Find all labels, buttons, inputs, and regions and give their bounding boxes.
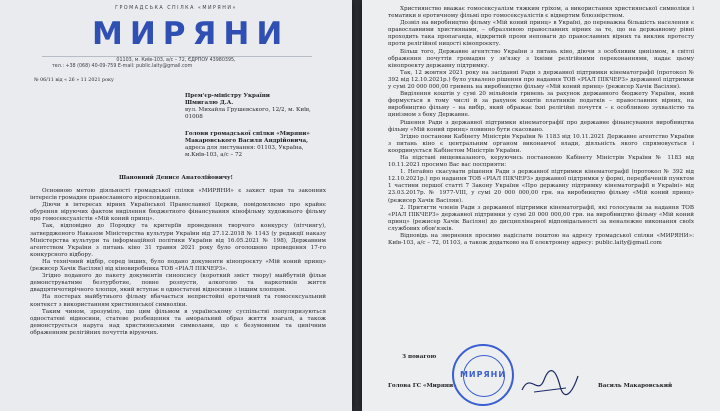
body-paragraphs-2 xyxy=(388,6,694,247)
paragraph: Виділення коштів у сумі 20 мільйонів гривень за рахунок державного бюджету України, який формується в тому числі й за рахунок коштів платників податків – православних вірних, на виробництво фільму – на вибір, який ображає їхні релігійні почуття – є особливою зухвалістю та цинізмом з боку Державне. xyxy=(388,91,694,119)
paragraph: Рішення Ради з державної підтримки кінематографії про державне фінансування виробництва фільму «Мій коний принц» повинно бути скасовано. xyxy=(388,119,694,133)
body-paragraphs-1 xyxy=(30,188,326,337)
recipient-prime-minister xyxy=(185,93,350,121)
salutation: Шановний Денисе Анатолійовичу! xyxy=(118,175,234,181)
paragraph: Відповідь на звернення просимо надіслати поштою на адресу громадської спілки «МИРЯНИ»: Київ-103, а/с – 72, 01103, а також додатково на її електронну адресу: public.laity@gmail.com xyxy=(388,233,694,247)
org-stamp xyxy=(452,344,514,406)
paragraph: Основною метою діяльності громадської спілки «МИРЯНИ» є захист прав та законних інтересів громадян православного віросповідання. xyxy=(30,188,326,202)
paragraph: Так, відповідно до Порядку та критеріїв проведення творчого конкурсу (пітчингу), затвердженого Наказом Міністерства культури України від 27.12.2018 № 1143 (у редакції наказу Міністерства культури та інформаційної політики України від 16.05.2021 № 198), Державним агентством України з питань кіно 31 травня 2021 року було оголошено проведення 17-го конкурсного відбору. xyxy=(30,223,326,258)
letter-page-1 xyxy=(0,0,352,411)
request-item: 1. Негайно скасувати рішення Ради з державної підтримки кінематографії (протокол № 392 від 12.10.2021р.) про надання ТОВ «РІАЛ ПІКЧЕРЗ» державної підтримки у формі, передбаченій пунктом 1 частини першої статті 7 Закону України «Про державну підтримку кінематографії в Україні» від 23.03.2017р. № 1977-VIII, у сумі 20 000 000,00 грн. на виробництво фільму «Мій коний принц» (режисер Хачік Васілян). xyxy=(388,169,694,204)
paragraph: Більш того, Державне агентство України з питань кіно, діючи з особливим цинізмом, в світлі ображення почуттів громадян у зв'язку з їхніми релігійними переконаннями, надає цьому кінопроекту державну підтримку. xyxy=(388,48,694,69)
sender-line: м.Київ-103, а/с – 72 xyxy=(185,152,243,159)
paragraph: Згідно поданого до пакету документів синопсису (короткий зміст твору) майбутній фільм демонструватиме безтурботне, повне розпусти, алкоголю та наркотиків життя двадцятичотирічного хлопця, який вступає в одностатеві відносини з іншим хлопцем. xyxy=(30,273,326,294)
recipient-line: Прем'єр-міністру України xyxy=(185,93,270,99)
sender-block xyxy=(185,131,350,159)
paragraph: На підставі вищевказаного, керуючись постановою Кабінету Міністрів України № 1183 від 10.11.2021 просимо Вас вас посприяти: xyxy=(388,154,694,169)
paragraph: На технічний відбір, серед інших, було подано документи кінопроєкту «Мій коний принц» (режисер Хачік Васілян) від кіновиробника ТОВ «РІАЛ ПІКЧЕРЗ». xyxy=(30,258,326,273)
paragraph: Дозвіл на виробництво фільму «Мій коний принц» в Україні, до переважна більшість населення є православними християнами, – образливою православних вірних за те, що на державному рівні проходить така пропаганда, відкритий прояв неповаги до православних вірних та виклик протесту проти релігійної ницості кінопроєкту. xyxy=(388,20,694,48)
closing: З повагою xyxy=(402,354,437,360)
letter-page-2 xyxy=(362,0,720,411)
paragraph: Згідно постанови Кабінету Міністрів України № 1183 від 10.11.2021 Державне агентство України з питань кіно є центральним органом виконавчої влади, діяльність якого спрямовується і координується Кабінетом Міністрів України. xyxy=(388,133,694,154)
paragraph: Так, 12 жовтня 2021 року на засіданні Ради з державної підтримки кінематографії (протокол № 392 від 12.10.2021р.) було ухвалено рішення про надання ТОВ «РІАЛ ПІКЧЕРЗ» державної підтримки у сумі 20 000 000,00 гривень на виробництво фільму «Мій коний принц» (режисер Хачік Васілян). xyxy=(388,69,694,91)
signature-name: Василь Макаровський xyxy=(598,383,673,389)
org-logo: МИРЯНИ xyxy=(92,16,290,52)
stamp-text: МИРЯНИ xyxy=(459,370,507,379)
paragraph: Таким чином, зрозуміло, що цим фільмом в українському суспільстві популяризуються одностатеві відносини, статеве розбещення та аморальний образ життя взагалі, а також демонструється наруга над християнськими символами, що є безумовним та цинічним ображенням релігійних почуттів віруючих. xyxy=(30,308,326,336)
header-divider xyxy=(42,56,312,57)
sender-line: адреса для листування: 01103, Україна, xyxy=(185,145,304,152)
sender-line: Голови громадської спілки «Миряни» xyxy=(185,131,310,137)
paragraph: Діючи в інтересах вірних Української Православної Церкви, повідомляємо про крайнє обурення віруючих фактом виділення бюджетного фінансування кінофільму художнього фільму про гомосексуалістів «Мій коний принц». xyxy=(30,202,326,223)
paragraph: Християнство вважає гомосексуалізм тяжким гріхом, а використання християнської символіки і тематики в еротичному фільмі про гомосексуалістів є відвертим блюзнірством. xyxy=(388,6,694,20)
recipient-line: вул. Михайла Грушевського, 12/2, м. Київ, xyxy=(185,107,311,114)
handwritten-signature xyxy=(520,368,580,398)
sender-line: Макаровського Василя Андрійовича, xyxy=(185,138,309,145)
org-address: 01103, м. Київ-103, а/с – 72, ЄДРПОУ 43980395, xyxy=(116,58,236,63)
reference-line: № 06/11 від « 26 » 11 2021 року xyxy=(34,78,114,83)
recipient-line: 01008 xyxy=(185,114,203,121)
paragraph: На постерах майбутнього фільму вбачається непристойні еротичний та гомосексуальний контекст з використанням християнської символіки. xyxy=(30,294,326,308)
org-header: ГРОМАДСЬКА СПІЛКА «МИРЯНИ» xyxy=(115,6,237,11)
request-item: 2. Притягти членів Ради з державної підтримки кінематографії, які голосували за надання ТОВ «РІАЛ ПІКЧЕРЗ» державної підтримки у сумі 20 000 000,00 грн. на виробництво фільму «Мій коний принц» (режисер Хачік Васілян) до дисциплінарної відповідальності за неналежне виконання своїх службових обов'язків. xyxy=(388,204,694,232)
recipient-line: Шмигалю Д.А. xyxy=(185,100,234,107)
signature-title: Голова ГС «Миряни» xyxy=(388,383,457,389)
org-contacts: тел.: +38 (068) 40-09-759 E-mail: public.laity@gmail.com xyxy=(52,64,193,69)
